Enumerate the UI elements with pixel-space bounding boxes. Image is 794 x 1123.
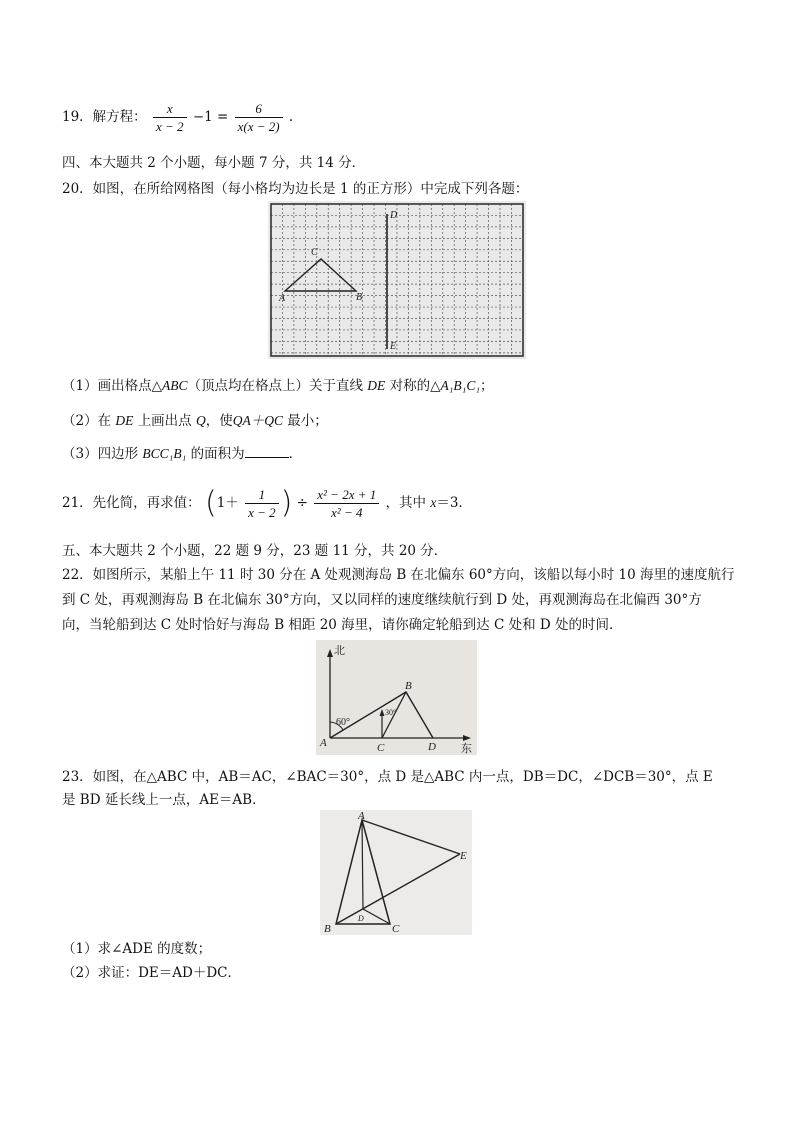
section-4-heading: 四、本大题共 2 个小题，每小题 7 分，共 14 分． — [62, 155, 366, 171]
q20-grid-figure — [268, 201, 526, 359]
q20-part-3: （3）四边形 BCC₁B₁ 的面积为 ． — [62, 446, 303, 462]
label-b: B — [324, 923, 331, 935]
label-b: B — [356, 292, 363, 303]
label-30: 30° — [385, 708, 397, 717]
label-d: D — [428, 741, 436, 753]
q22-line-3: 向，当轮船到达 C 处时恰好与海岛 B 相距 20 海里，请你确定轮船到达 C 处和 D 处的时间． — [62, 617, 623, 633]
q21-fraction-2: $\frac{\text{x² − 2x + 1}}{\text{x² − 4}}$ — [314, 486, 379, 521]
answer-blank — [245, 445, 289, 458]
label-e: E — [390, 341, 397, 352]
label-c: C — [377, 742, 385, 754]
q22-navigation-figure — [316, 640, 477, 755]
q19-fraction-2: $\frac{6}{x(x - 2)}$ — [235, 100, 283, 135]
q21-expression: 21．先化简，再求值： (1＋ $\frac{1}{x - 2}$ ) ÷ $\frac{\text{x² − 2x + 1}}{\text{x² − 4}}$ ，其中 x＝3． — [62, 485, 472, 521]
q23-triangle-figure — [320, 810, 472, 935]
label-60: 60° — [336, 717, 350, 728]
q23-line-2: 是 BD 延长线上一点，AE＝AB． — [62, 792, 266, 808]
q22-figure-svg — [316, 640, 477, 755]
q20-stem: 20．如图，在所给网格图（每小格均为边长是 1 的正方形）中完成下列各题： — [62, 181, 529, 197]
label-c: C — [392, 923, 400, 935]
section-5-heading: 五、本大题共 2 个小题，22 题 9 分，23 题 11 分，共 20 分． — [62, 543, 448, 559]
q22-line-1: 22．如图所示，某船上午 11 时 30 分在 A 处观测海岛 B 在北偏东 60°方向，该船以每小时 10 海里的速度航行 — [62, 567, 735, 583]
q21-fraction-1: $\frac{1}{x - 2}$ — [245, 486, 279, 521]
q19-equation: 19．解方程： $\frac{x}{x - 2}$ −1 = $\frac{6}{x(x - 2)}$ . — [62, 101, 294, 134]
label-d: D — [358, 914, 364, 923]
label-north: 北 — [334, 644, 345, 657]
label-a: A — [320, 737, 327, 749]
label-e: E — [460, 850, 467, 862]
label-a: A — [279, 293, 286, 304]
q20-grid-svg — [268, 201, 526, 359]
q20-part-2: （2）在 DE 上画出点 Q，使QA＋QC 最小； — [62, 413, 328, 429]
q19-label: 19．解方程： — [62, 109, 147, 125]
label-east: 东 — [461, 742, 472, 755]
label-b: B — [405, 680, 412, 692]
q23-line-1: 23．如图，在△ABC 中，AB＝AC，∠BAC＝30°，点 D 是△ABC 内一点，DB＝DC，∠DCB＝30°，点 E — [62, 769, 713, 785]
q22-line-2: 到 C 处，再观测海岛 B 在北偏东 30°方向，又以同样的速度继续航行到 D 处，再观测海岛在北偏西 30°方 — [62, 592, 702, 608]
q19-fraction-1: $\frac{x}{x - 2}$ — [153, 100, 187, 135]
q23-part-2: （2）求证：DE＝AD＋DC． — [62, 965, 241, 981]
label-a: A — [358, 810, 365, 822]
label-c: C — [311, 247, 318, 258]
q20-part-1: （1）画出格点△ABC（顶点均在格点上）关于直线 DE 对称的△A₁B₁C₁； — [62, 378, 494, 394]
q23-figure-svg — [320, 810, 472, 935]
label-d: D — [390, 210, 398, 221]
q23-part-1: （1）求∠ADE 的度数； — [62, 941, 212, 957]
